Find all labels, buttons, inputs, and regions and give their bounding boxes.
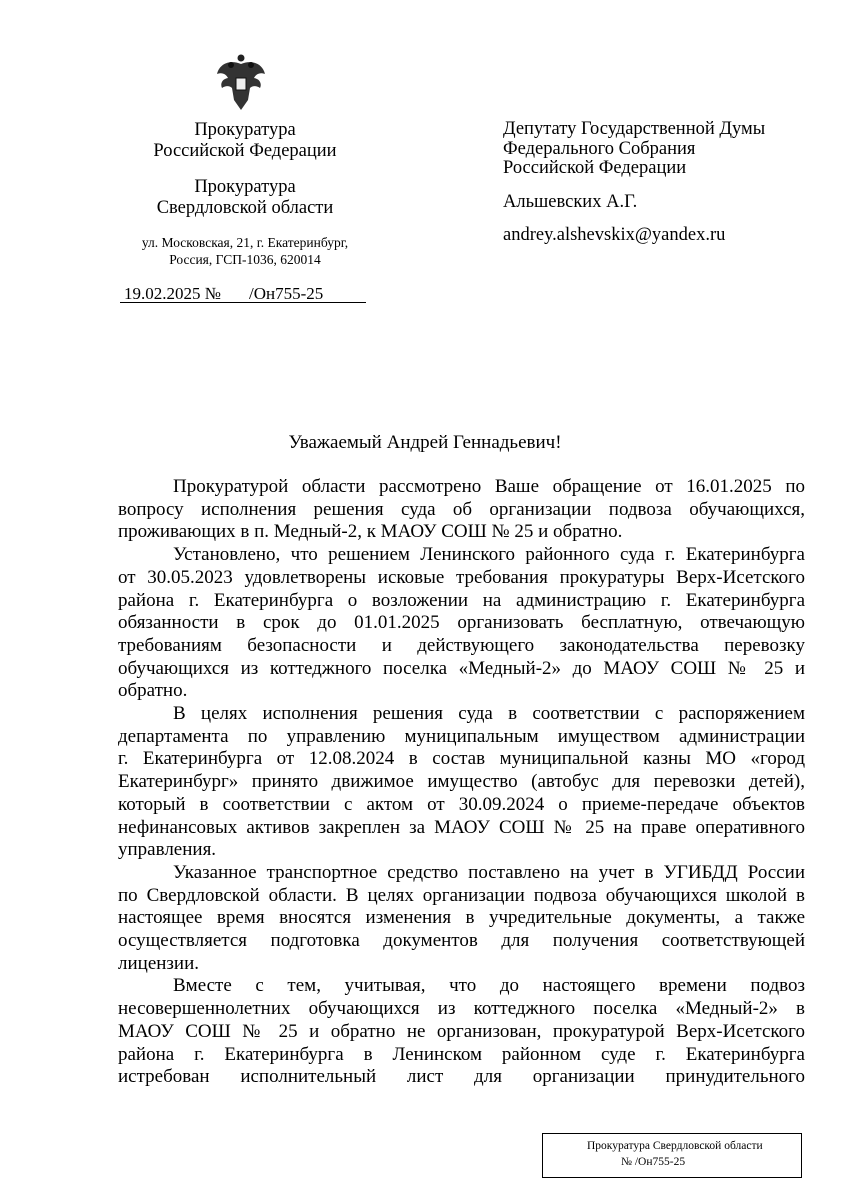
number-sign: № xyxy=(204,284,221,303)
paragraph-line: Вместе с тем, учитывая, что до настоящего времени подвоз xyxy=(173,975,805,997)
paragraph-line: Екатеринбург» принято движимое имущество (автобус для перевозки детей), xyxy=(118,771,805,793)
paragraph xyxy=(118,975,805,1089)
paragraph-line: осуществляется подготовка документов для получения соответствующей xyxy=(118,930,805,952)
paragraph xyxy=(118,476,805,544)
address-line1: ул. Московская, 21, г. Екатеринбург, xyxy=(141,235,349,250)
paragraph-line: района г. Екатеринбурга в Ленинском районном суде г. Екатеринбурга xyxy=(118,1043,805,1065)
recipient-block xyxy=(503,120,765,246)
paragraph-line: г. Екатеринбурга от 12.08.2024 в состав муниципальной казны МО «город xyxy=(118,748,805,770)
recipient-line1: Депутату Государственной Думы xyxy=(503,119,766,139)
paragraph-line: лицензии. xyxy=(118,952,200,974)
recipient-name: Альшевских А.Г. xyxy=(503,191,638,212)
paragraph-line: нефинансовых активов закреплен за МАОУ СОШ № 25 на праве оперативного xyxy=(118,816,805,838)
address-line2: Россия, ГСП-1036, 620014 xyxy=(169,252,321,267)
letter-body xyxy=(118,476,805,1089)
stamp-org: Прокуратура Свердловской области xyxy=(587,1140,763,1152)
paragraph-line: настоящее время вносятся изменения в учредительные документы, а также xyxy=(118,907,805,929)
recipient-line3: Российской Федерации xyxy=(503,158,687,178)
paragraph-line: МАОУ СОШ № 25 и обратно не организован, прокуратурой Верх-Исетского xyxy=(118,1020,805,1042)
sender-dept xyxy=(110,177,380,219)
paragraph-line: района г. Екатеринбурга о возложении на администрацию г. Екатеринбурга xyxy=(118,589,805,611)
paragraph-line: Прокуратурой области рассмотрено Ваше обращение от 16.01.2025 по xyxy=(173,476,805,497)
paragraph-line: истребован исполнительный лист для организации принудительного xyxy=(118,1066,805,1088)
paragraph-line: вопросу исполнения решения суда об организации подвоза обучающихся, xyxy=(118,498,805,520)
org-line2: Российской Федерации xyxy=(153,141,337,161)
paragraph-line: который в соответствии с актом от 30.09.2024 о приеме-передаче объектов xyxy=(118,793,805,815)
org-line1: Прокуратура xyxy=(194,120,296,140)
recipient-line2: Федерального Собрания xyxy=(503,138,696,159)
dept-line1: Прокуратура xyxy=(194,177,296,197)
registration-stamp xyxy=(542,1133,802,1178)
stamp-number: /Он755-25 xyxy=(634,1156,686,1168)
coat-of-arms-emblem xyxy=(214,52,268,114)
paragraph-line: департамента по управлению муниципальным имуществом администрации xyxy=(118,725,805,747)
sender-org xyxy=(110,120,380,162)
stamp-number-sign: № xyxy=(621,1156,632,1168)
letter-date: 19.02.2025 xyxy=(124,284,201,303)
paragraph-line: Указанное транспортное средство поставлено на учет в УГИБДД России xyxy=(173,861,805,883)
greeting: Уважаемый Андрей Геннадьевич! xyxy=(288,432,562,453)
paragraph xyxy=(118,703,805,862)
paragraph-line: несовершеннолетних обучающихся из коттеджного поселка «Медный-2» в xyxy=(118,998,805,1020)
paragraph-line: обучающихся из коттеджного поселка «Медный-2» до МАОУ СОШ № 25 и xyxy=(118,657,805,679)
recipient-email: andrey.alshevskix@yandex.ru xyxy=(503,225,726,245)
paragraph-line: В целях исполнения решения суда в соответствии с распоряжением xyxy=(173,703,805,725)
paragraph-line: требованиям безопасности и действующего законодательства перевозку xyxy=(118,634,805,656)
paragraph-line: проживающих в п. Медный-2, к МАОУ СОШ № 25 и обратно. xyxy=(118,521,623,543)
paragraph-line: управления. xyxy=(118,839,217,861)
paragraph xyxy=(118,544,805,703)
paragraph-line: от 30.05.2023 удовлетворены исковые требования прокуратуры Верх-Исетского xyxy=(118,566,805,588)
paragraph-line: Установлено, что решением Ленинского районного суда г. Екатеринбурга xyxy=(173,544,805,566)
paragraph-line: обязанности в срок до 01.01.2025 организовать бесплатную, отвечающую xyxy=(118,612,805,634)
letter-number: /Он755-25 xyxy=(248,284,324,303)
sender-address xyxy=(110,234,380,268)
paragraph xyxy=(118,862,805,976)
registration-line xyxy=(120,285,366,303)
paragraph-line: по Свердловской области. В целях организации подвоза обучающихся школой в xyxy=(118,884,805,906)
dept-line2: Свердловской области xyxy=(156,198,334,218)
paragraph-line: обратно. xyxy=(118,680,188,702)
